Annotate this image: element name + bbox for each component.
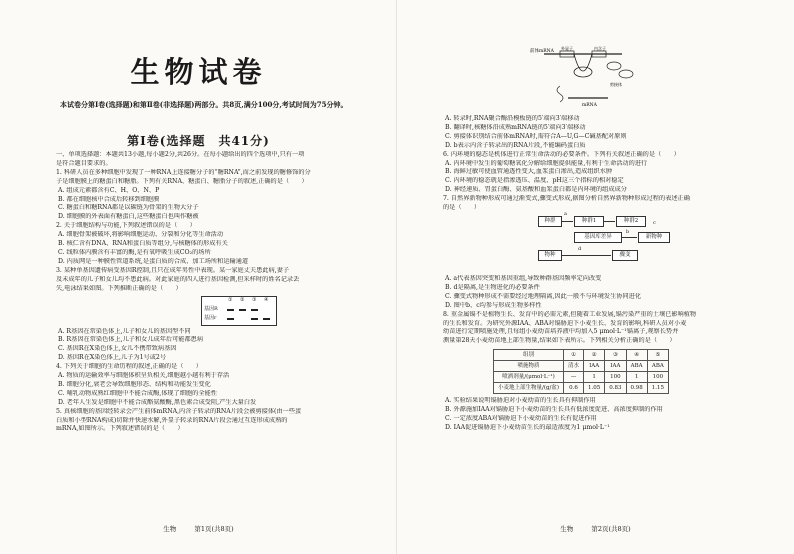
left-page-body (56, 151, 366, 434)
option-b: B. 海鲜过敏可使血管通透性变大,血浆蛋白渗出,造成组织水肿 (445, 168, 613, 176)
question-8 (443, 311, 753, 433)
option-c: C. 一定浓度ABA对镉胁迫下小麦幼苗的生长有促进作用 (445, 415, 597, 423)
option-d: D. 图中b、c均参与形成生物多样性 (445, 301, 542, 309)
flow-arrow (603, 221, 615, 222)
section-heading: 第Ⅰ卷(选择题 共41分) (127, 134, 270, 148)
flow-box-sudden: 骤变 (612, 250, 638, 261)
table-row (494, 361, 669, 372)
question-stem: 的生长和发育。为研究外源IAA、ABA对镉胁迫下小麦生长、发育的影响,科研人员对小麦 (443, 319, 687, 327)
label-intron: 内含子 (594, 46, 606, 51)
label-mrna: mRNA (582, 103, 597, 108)
page-footer-1 (0, 524, 397, 533)
table-cell: 清水 (564, 361, 584, 372)
question-stem: 1. 科研人员在多种细胞中发现了一种RNA上连接糖分子的“糖RNA”,而之前发现的糖修饰的分 (56, 168, 311, 176)
question-5-stem (56, 408, 366, 435)
footer-subject: 生物 (560, 525, 574, 533)
gel-band (239, 309, 246, 311)
table-cell: 0.98 (626, 383, 647, 394)
flow-box-new-species: 新物种 (638, 232, 670, 243)
option-b: B. R基因在常染色体上,儿子和女儿成年后可能都患病 (58, 336, 204, 344)
table-cell: 1 (626, 372, 647, 383)
spliceosome-shape (574, 67, 592, 77)
option-a: A. a代表基因突变和基因重组,导致种群基因频率定向改变 (445, 274, 602, 282)
flow-arrow (561, 221, 573, 222)
question-stem: 3. 某种单基因遗传病受基因R控制,且只在成年男性中表现。某一家庭丈夫患此病,妻子 (56, 266, 290, 274)
section-instruction: 是符合题目要求的。 (56, 159, 112, 167)
gel-band (227, 309, 234, 311)
electrophoresis-figure (201, 296, 277, 326)
flow-arrow (561, 255, 611, 256)
table-cell: IAA (584, 361, 605, 372)
table-cell: 组别 (494, 350, 564, 361)
question-stem: mRNA,如图所示。下列叙述错误的是（ ） (56, 425, 184, 433)
question-stem: 白质和小型RNA构成)切除并快速水解,外显子转录的RNA片段会通过互连形成成熟的 (56, 416, 288, 424)
table-cell: 小麦地上部生物量/(g/盆) (494, 383, 564, 394)
label-exon: 外显子 (561, 46, 573, 51)
option-c: C. 剪接体识别结合前体mRNA时,需符合A—U,G—C碱基配对原则 (445, 132, 627, 140)
option-b: B. 核仁含有DNA、RNA和蛋白质等组分,与核糖体的形成有关 (58, 240, 228, 248)
exam-intro: 本试卷分第Ⅰ卷(选择题)和第Ⅱ卷(非选择题)两部分。共8页,满分100分,考试时间为75分钟。 (60, 100, 348, 109)
option-a: A. 转录时,RNA聚合酶沿模板链的5′端向3′端移动 (445, 115, 580, 122)
gel-band (251, 309, 258, 311)
option-c: C. 内环境的稳态就是指渗透压、温度、pH这三个指标的相对稳定 (445, 177, 624, 185)
question-3 (56, 267, 366, 363)
table-cell: 喷洒剂量/(μmol·L⁻¹) (494, 372, 564, 383)
option-d: D. 内质网是一种膜性管道系统,是蛋白质的合成、加工场所和运输通道 (58, 257, 249, 265)
spliceosome-shape (607, 62, 621, 70)
option-d: D. IAA促进镉胁迫下小麦幼苗生长的最适浓度为1 μmol·L⁻¹ (445, 423, 610, 431)
table-cell: 1.15 (647, 383, 668, 394)
table-cell: ③ (605, 350, 626, 361)
option-d: D. 神经递质、胃蛋白酶、氨基酸和血浆蛋白都是内环境的组成成分 (445, 186, 627, 194)
question-7 (443, 195, 753, 310)
option-d: D. b表示内含子转录出的RNA片段,不能编码蛋白质 (445, 141, 586, 149)
results-table (493, 349, 669, 394)
option-c: C. 基因R在X染色体上,女儿不携带致病基因 (58, 345, 177, 353)
flow-box-population-2: 种群2 (616, 216, 646, 227)
table-cell: 喷施物质 (494, 361, 564, 372)
question-stem: 测量第28天小麦幼苗地上部生物量,结果如下表所示。下列相关分析正确的是（ ） (443, 337, 676, 345)
gel-lane-3: ③ (252, 296, 257, 303)
question-6 (443, 151, 753, 196)
page-footer-2 (397, 524, 794, 533)
question-5-options (443, 115, 753, 151)
gel-lane-4: ④ (264, 296, 269, 303)
option-d: D. 基因R在X染色体上,儿子为1号或2号 (58, 354, 167, 362)
splicing-figure (530, 46, 650, 112)
question-stem: 4. 下列关于细胞的生命历程的叙述,正确的是（ ） (56, 363, 202, 371)
question-stem: 7. 自然界新物种形成可通过渐变式,骤变式形成,据图分析自然界新物种形成过程的表述正确 (443, 195, 690, 203)
table-cell: ④ (626, 350, 647, 361)
question-stem: 6. 内环境的稳态是机体进行正常生命活动的必要条件。下列有关叙述正确的是（ ） (443, 150, 680, 158)
table-cell: ② (584, 350, 605, 361)
gel-lane-2: ② (240, 296, 245, 303)
question-1 (56, 169, 366, 222)
option-b: B. 细胞分化,衰老会导致细胞形态、结构和功能发生变化 (58, 380, 211, 388)
question-stem: 2. 关于细胞结构与功能,下列叙述错误的是（ ） (56, 222, 196, 230)
option-a: A. 实验结果说明镉胁迫对小麦幼苗的生长具有抑制作用 (445, 397, 596, 405)
table-cell: 100 (605, 372, 626, 383)
option-b: B. 都在细胞核中合成后转移到细胞膜 (58, 195, 160, 203)
option-a: A. 物质的运输效率与细胞体积呈负相关,细胞越小越有利于存活 (58, 372, 230, 380)
question-stem: 8. 重金属镉不是植物生长、发育中的必需元素,但随着工业发展,镉污染严重的土壤已影响植物 (443, 310, 697, 318)
right-page-body (443, 115, 753, 433)
label-spliceosome: 剪接体 (610, 82, 622, 87)
table-cell: 0.83 (605, 383, 626, 394)
flow-arrow (621, 237, 637, 238)
table-cell: 1.05 (584, 383, 605, 394)
footer-page: 第1页(共8页) (194, 525, 234, 533)
question-stem: 的是（ ） (443, 204, 481, 212)
flow-label-d: d (578, 245, 582, 252)
option-a: A. 组成元素都含有C、H、O、N、P (58, 186, 160, 194)
table-row (494, 372, 669, 383)
table-cell: ABA (647, 361, 668, 372)
gel-band (263, 318, 270, 320)
gel-band (251, 318, 258, 320)
table-cell: 0.6 (564, 383, 584, 394)
gel-lane-1: ① (228, 296, 233, 303)
label-pre-mrna: 前体mRNA (530, 49, 554, 54)
question-stem: 幼苗进行定期喷施处理,且每组小麦幼苗培养液中均加入5 μmol·L⁻¹镉离子,观察长势并 (443, 328, 679, 336)
flow-box-population: 种群 (538, 216, 562, 227)
option-d: D. 老年人生发是细胞中不能合成酪氨酸酶,黑色素合成受阻,产生大量白发 (58, 398, 257, 406)
option-c: C. 线粒体内膜含有丰富的酶,是有氧呼吸生成CO₂的场所 (58, 248, 211, 256)
option-a: A. 内环境中发生的葡萄糖氧化分解给细胞提供能量,有利于生命活动的进行 (445, 159, 648, 167)
spliceosome-shape (619, 70, 633, 78)
option-b: B. 翻译时,核糖体沿成熟mRNA链的5′端向3′端移动 (445, 123, 586, 131)
table-cell: ① (564, 350, 584, 361)
flow-box-species: 物种 (538, 250, 562, 261)
option-c: C. 哺乳动物成熟红细胞中不能合成酶,体现了细胞的全能性 (58, 389, 217, 397)
option-c: C. 糖蛋白和糖RNA都是以碳链为骨架的生物大分子 (58, 204, 199, 212)
question-2 (56, 222, 366, 267)
flow-box-population-1: 种群1 (574, 216, 604, 227)
option-a: A. R基因在常染色体上,儿子和女儿的基因型不同 (58, 327, 191, 335)
footer-subject: 生物 (163, 525, 177, 533)
gel-label-r-lower: 基因r (204, 314, 217, 321)
flow-box-gene-pool: 基因库差异 (574, 232, 622, 243)
flow-label-b: b (626, 228, 630, 235)
option-b: B. d是隔离,是生物进化的必要条件 (445, 283, 540, 291)
table-cell: 1 (584, 372, 605, 383)
table-cell: ⑤ (647, 350, 668, 361)
question-stem: 5. 真核细胞的基因经转录会产生前体mRNA,内含子转录的RNA片段会被剪接体(由一些蛋 (56, 407, 302, 415)
option-d: D. 细胞膜的外表面有糖蛋白,这些糖蛋白也叫作糖被 (58, 213, 199, 221)
exam-title: 生物试卷 (130, 55, 267, 89)
option-c: C. 骤变式物种形成不需要经过地理隔离,因此一般不与环境发生协同进化 (445, 292, 642, 300)
table-cell: 100 (647, 372, 668, 383)
question-stem: 及未成年的儿子和女儿均不患此病。对此家庭的四人进行基因检测,但采样时的姓名记录丢 (56, 275, 300, 283)
option-b: B. 外源施加IAA对镉胁迫下小麦幼苗的生长具有低浓度促进、高浓度抑制的作用 (445, 406, 663, 414)
section-instruction: 一、单项选择题：本题共13小题,每小题2分,共26分。在每小题给出的四个选项中,只有一项 (56, 151, 305, 158)
question-4 (56, 363, 366, 408)
table-row (494, 383, 669, 394)
footer-page: 第2页(共8页) (591, 525, 631, 533)
table-cell: ABA (626, 361, 647, 372)
flow-label-c: c (653, 219, 656, 226)
gel-band (227, 318, 234, 320)
intron-fragment (557, 86, 563, 102)
gel-label-r-upper: 基因R (204, 305, 218, 312)
table-cell: — (564, 372, 584, 383)
table-header-row (494, 350, 669, 361)
speciation-flowchart (538, 210, 738, 272)
question-stem: 失,电泳结果如图。下列推断正确的是（ ） (56, 284, 182, 292)
option-a: A. 细胞骨架被破坏,将影响细胞运动、分裂和分化等生命活动 (58, 231, 224, 239)
table-cell: IAA (605, 361, 626, 372)
flow-label-a: a (564, 210, 567, 217)
question-stem: 子是细胞膜上的糖蛋白和糖脂。下列有关RNA、糖蛋白、糖脂分子的叙述,正确的是（ ） (56, 177, 308, 185)
